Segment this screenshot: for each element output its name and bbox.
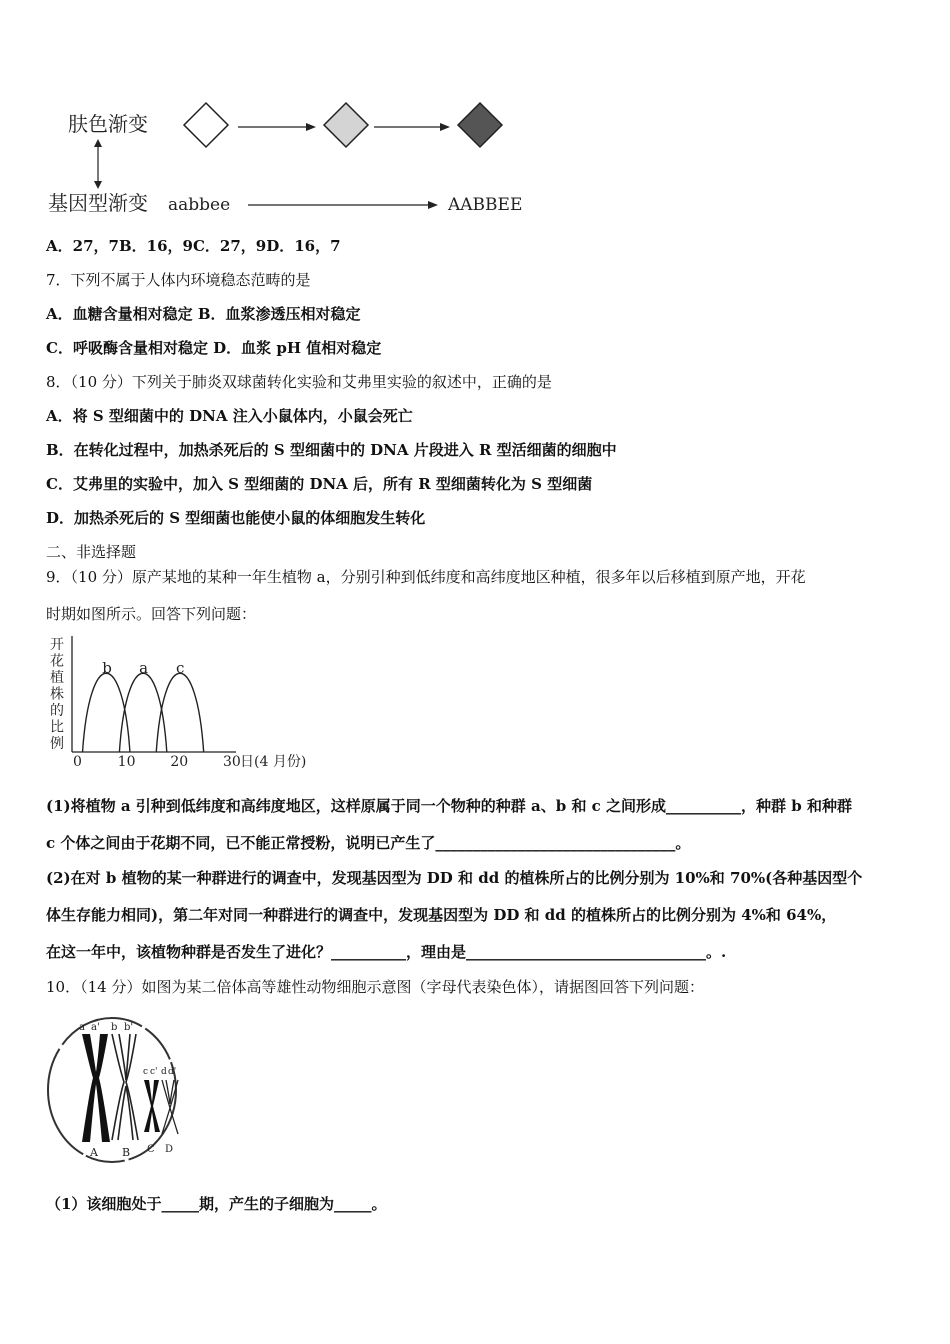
y-label-char: 开 <box>50 637 64 653</box>
q9-stem-line2: 时期如图所示。回答下列问题： <box>46 605 257 623</box>
q10-sub1: （1）该细胞处于_____期，产生的子细胞为_____。 <box>46 1195 387 1213</box>
cell-chromosome-figure <box>44 1008 194 1168</box>
q8-stem: 8．（10 分）下列关于肺炎双球菌转化实验和艾弗里实验的叙述中，正确的是 <box>46 373 552 391</box>
x-tick-label: 0 <box>73 754 82 770</box>
arrow-right-icon <box>248 201 438 209</box>
chromosome-label-A: A <box>90 1146 98 1159</box>
q8-option-b: B．在转化过程中，加热杀死后的 S 型细菌中的 DNA 片段进入 R 型活细菌的细胞中 <box>46 441 617 459</box>
q10-stem: 10．（14 分）如图为某二倍体高等雄性动物细胞示意图（字母代表染色体），请据图回答下列问题： <box>46 978 704 996</box>
q8-option-c: C．艾弗里的实验中，加入 S 型细菌的 DNA 后，所有 R 型细菌转化为 S 型细菌 <box>46 475 593 493</box>
series-label-b: b <box>102 659 112 677</box>
series-curve-b <box>83 673 130 752</box>
section-title: 二、非选择题 <box>46 543 137 561</box>
chromosome-label-a-prime: a' <box>91 1022 100 1033</box>
chromosome-D <box>162 1080 178 1134</box>
chromosome-label-D: D <box>165 1144 174 1155</box>
chromosome-label-c-prime: c' <box>150 1067 158 1077</box>
skin-color-gradient-figure <box>40 95 540 223</box>
chromosome-A <box>82 1034 110 1142</box>
chromosome-label-d: d <box>161 1067 167 1077</box>
y-label-char: 株 <box>50 686 64 703</box>
series-curve-c <box>156 673 203 752</box>
q8-option-a: A．将 S 型细菌中的 DNA 注入小鼠体内，小鼠会死亡 <box>46 407 413 425</box>
q9-sub2-line3: 在这一年中，该植物种群是否发生了进化？__________，理由是________________________________。. <box>46 943 727 961</box>
chromosome-B <box>112 1034 138 1140</box>
skin-color-label: 肤色渐变 <box>68 112 148 136</box>
series-curve-a <box>119 673 166 752</box>
q7-option-cd: C．呼吸酶含量相对稳定 D．血浆 pH 值相对稳定 <box>46 339 382 357</box>
q8-option-d: D．加热杀死后的 S 型细菌也能使小鼠的体细胞发生转化 <box>46 509 426 527</box>
genotype-label: 基因型渐变 <box>48 191 148 215</box>
chromosome-label-B: B <box>122 1146 131 1159</box>
medium-skin-diamond <box>324 103 368 147</box>
y-label-char: 的 <box>50 703 64 719</box>
light-skin-diamond <box>184 103 228 147</box>
y-label-char: 植 <box>50 670 64 686</box>
chromosome-C <box>144 1080 160 1132</box>
q9-stem-line1: 9．（10 分）原产某地的某种一年生植物 a，分别引种到低纬度和高纬度地区种植，很多年以后移植到原产地，开花 <box>46 568 806 586</box>
chromosome-label-d-prime: d' <box>168 1067 177 1077</box>
genotype-right: AABBEE <box>448 195 523 215</box>
chromosome-label-a: a <box>79 1022 85 1033</box>
x-tick-label: 30 <box>223 754 241 770</box>
genotype-left: aabbee <box>168 195 231 215</box>
q9-sub1-line1: (1)将植物 a 引种到低纬度和高纬度地区，这样原属于同一个物种的种群 a、b 和 c 之间形成__________，种群 b 和种群 <box>46 797 852 815</box>
chromosome-label-b: b <box>111 1022 118 1033</box>
chromosome-label-b-prime: b' <box>124 1022 134 1033</box>
arrow-right-icon <box>238 123 316 131</box>
q7-stem: 7．下列不属于人体内环境稳态范畴的是 <box>46 271 311 289</box>
q9-sub2-line2: 体生存能力相同)，第二年对同一种群进行的调查中，发现基因型为 DD 和 dd 的植株所占的比例分别为 4%和 64%， <box>46 906 837 924</box>
dark-skin-diamond <box>458 103 502 147</box>
series-label-a: a <box>139 659 149 677</box>
cell-membrane <box>48 1018 176 1162</box>
y-axis-label <box>50 637 64 752</box>
chromosome-label-c: c <box>143 1067 149 1077</box>
q7-option-ab: A．血糖含量相对稳定 B．血浆渗透压相对稳定 <box>46 305 361 323</box>
x-tick-label: 10 <box>117 754 136 770</box>
flowering-period-chart <box>44 632 307 774</box>
chromosome-label-C: C <box>147 1144 155 1155</box>
series-label-c: c <box>175 659 185 677</box>
q9-sub2-line1: (2)在对 b 植物的某一种群进行的调查中，发现基因型为 DD 和 dd 的植株所占的比例分别为 10%和 70%(各种基因型个 <box>46 869 863 887</box>
arrow-right-icon <box>374 123 450 131</box>
q6-options: A．27，7B．16，9C．27，9D．16，7 <box>46 237 341 255</box>
x-axis-unit: 日(4 月份) <box>240 754 307 770</box>
q9-sub1-line2: c 个体之间由于花期不同，已不能正常授粉，说明已产生了________________________________。 <box>46 834 691 852</box>
y-label-char: 比 <box>50 719 64 736</box>
double-arrow-vertical-icon <box>94 139 102 189</box>
x-tick-label: 20 <box>170 754 189 770</box>
y-label-char: 例 <box>50 736 64 752</box>
y-label-char: 花 <box>50 653 64 670</box>
